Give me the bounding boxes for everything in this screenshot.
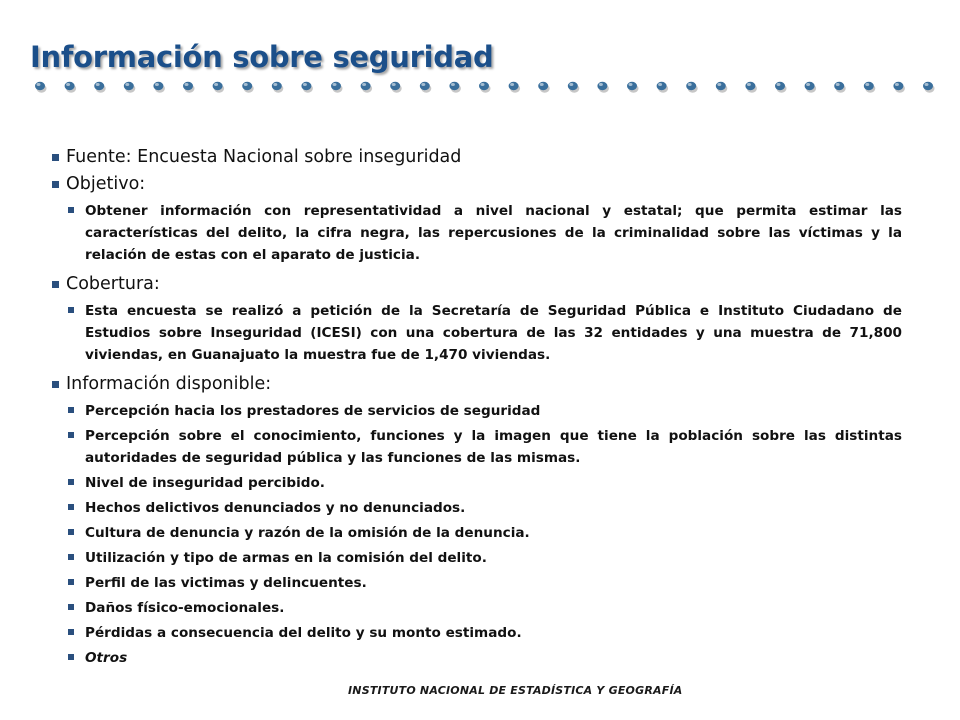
dot-highlight	[333, 83, 337, 86]
decorative-dot	[509, 82, 519, 90]
footer-institution: INSTITUTO NACIONAL DE ESTADÍSTICA Y GEOGRAFÍA	[348, 684, 683, 697]
decorative-dot	[923, 82, 933, 90]
dot-highlight	[185, 83, 189, 86]
dot-highlight	[273, 83, 277, 86]
info-item: Pérdidas a consecuencia del delito y su monto estimado.	[85, 622, 902, 644]
decorative-dot	[390, 82, 400, 90]
info-item: Cultura de denuncia y razón de la omisión de la denuncia.	[85, 522, 902, 544]
decorative-dot	[183, 82, 193, 90]
decorative-dot	[35, 82, 45, 90]
dot-highlight	[658, 83, 662, 86]
decorative-dot	[805, 82, 815, 90]
decorative-dot	[301, 82, 311, 90]
decorative-dot	[479, 82, 489, 90]
dot-highlight	[629, 83, 633, 86]
decorative-dot	[124, 82, 134, 90]
slide-title: Información sobre seguridad	[30, 40, 494, 74]
dot-highlight	[895, 83, 899, 86]
decorative-dot	[775, 82, 785, 90]
decorative-dot	[272, 82, 282, 90]
bullet-informacion-heading: Información disponible:	[50, 373, 902, 395]
info-item: Percepción sobre el conocimiento, funciones y la imagen que tiene la población sobre las distintas autoridades de seguridad pública y las funciones de las mismas.	[85, 425, 902, 469]
decorative-dot-row	[30, 76, 940, 96]
dot-highlight	[303, 83, 307, 86]
dot-highlight	[836, 83, 840, 86]
dot-highlight	[214, 83, 218, 86]
decorative-dot	[153, 82, 163, 90]
dot-highlight	[925, 83, 929, 86]
info-item: Percepción hacia los prestadores de servicios de seguridad	[85, 400, 902, 422]
dot-highlight	[244, 83, 248, 86]
dot-highlight	[806, 83, 810, 86]
decorative-dot	[893, 82, 903, 90]
decorative-dot	[420, 82, 430, 90]
dot-highlight	[37, 83, 41, 86]
bullet-fuente: Fuente: Encuesta Nacional sobre inseguridad	[50, 146, 902, 168]
dot-highlight	[421, 83, 425, 86]
info-item: Perfil de las victimas y delincuentes.	[85, 572, 902, 594]
content-area	[50, 146, 902, 672]
decorative-dot	[65, 82, 75, 90]
dot-highlight	[717, 83, 721, 86]
decorative-dot	[686, 82, 696, 90]
dot-highlight	[777, 83, 781, 86]
dot-highlight	[599, 83, 603, 86]
dot-highlight	[688, 83, 692, 86]
objetivo-text: Obtener información con representatividad a nivel nacional y estatal; que permita estimar las características del delito, la cifra negra, las repercusiones de la criminalidad sobre las víctimas y la relación de estas con el aparato de justicia.	[85, 200, 902, 266]
info-item: Utilización y tipo de armas en la comisión del delito.	[85, 547, 902, 569]
dot-highlight	[362, 83, 366, 86]
decorative-dot	[331, 82, 341, 90]
dot-highlight	[510, 83, 514, 86]
decorative-dot	[597, 82, 607, 90]
dot-highlight	[865, 83, 869, 86]
decorative-dot	[834, 82, 844, 90]
decorative-dot	[213, 82, 223, 90]
decorative-dot	[94, 82, 104, 90]
dot-highlight	[481, 83, 485, 86]
cobertura-text: Esta encuesta se realizó a petición de la Secretaría de Seguridad Pública e Instituto Ciudadano de Estudios sobre Inseguridad (ICESI) con una cobertura de las 32 entidades y una muestra de 71,800 viviendas, en Guanajuato la muestra fue de 1,470 viviendas.	[85, 300, 902, 366]
decorative-dot	[716, 82, 726, 90]
dot-highlight	[569, 83, 573, 86]
decorative-dot	[864, 82, 874, 90]
decorative-dot	[361, 82, 371, 90]
dot-highlight	[540, 83, 544, 86]
dot-highlight	[392, 83, 396, 86]
decorative-dot	[242, 82, 252, 90]
decorative-dot	[627, 82, 637, 90]
dot-highlight	[66, 83, 70, 86]
decorative-dot	[538, 82, 548, 90]
dot-highlight	[125, 83, 129, 86]
decorative-dot	[449, 82, 459, 90]
info-item: Otros	[85, 647, 902, 669]
bullet-objetivo-heading: Objetivo:	[50, 173, 902, 195]
dot-highlight	[155, 83, 159, 86]
info-item: Daños físico-emocionales.	[85, 597, 902, 619]
info-item: Nivel de inseguridad percibido.	[85, 472, 902, 494]
dot-highlight	[747, 83, 751, 86]
info-item: Hechos delictivos denunciados y no denunciados.	[85, 497, 902, 519]
decorative-dot	[745, 82, 755, 90]
decorative-dot	[568, 82, 578, 90]
dot-highlight	[96, 83, 100, 86]
decorative-dot	[657, 82, 667, 90]
dot-highlight	[451, 83, 455, 86]
bullet-cobertura-heading: Cobertura:	[50, 273, 902, 295]
